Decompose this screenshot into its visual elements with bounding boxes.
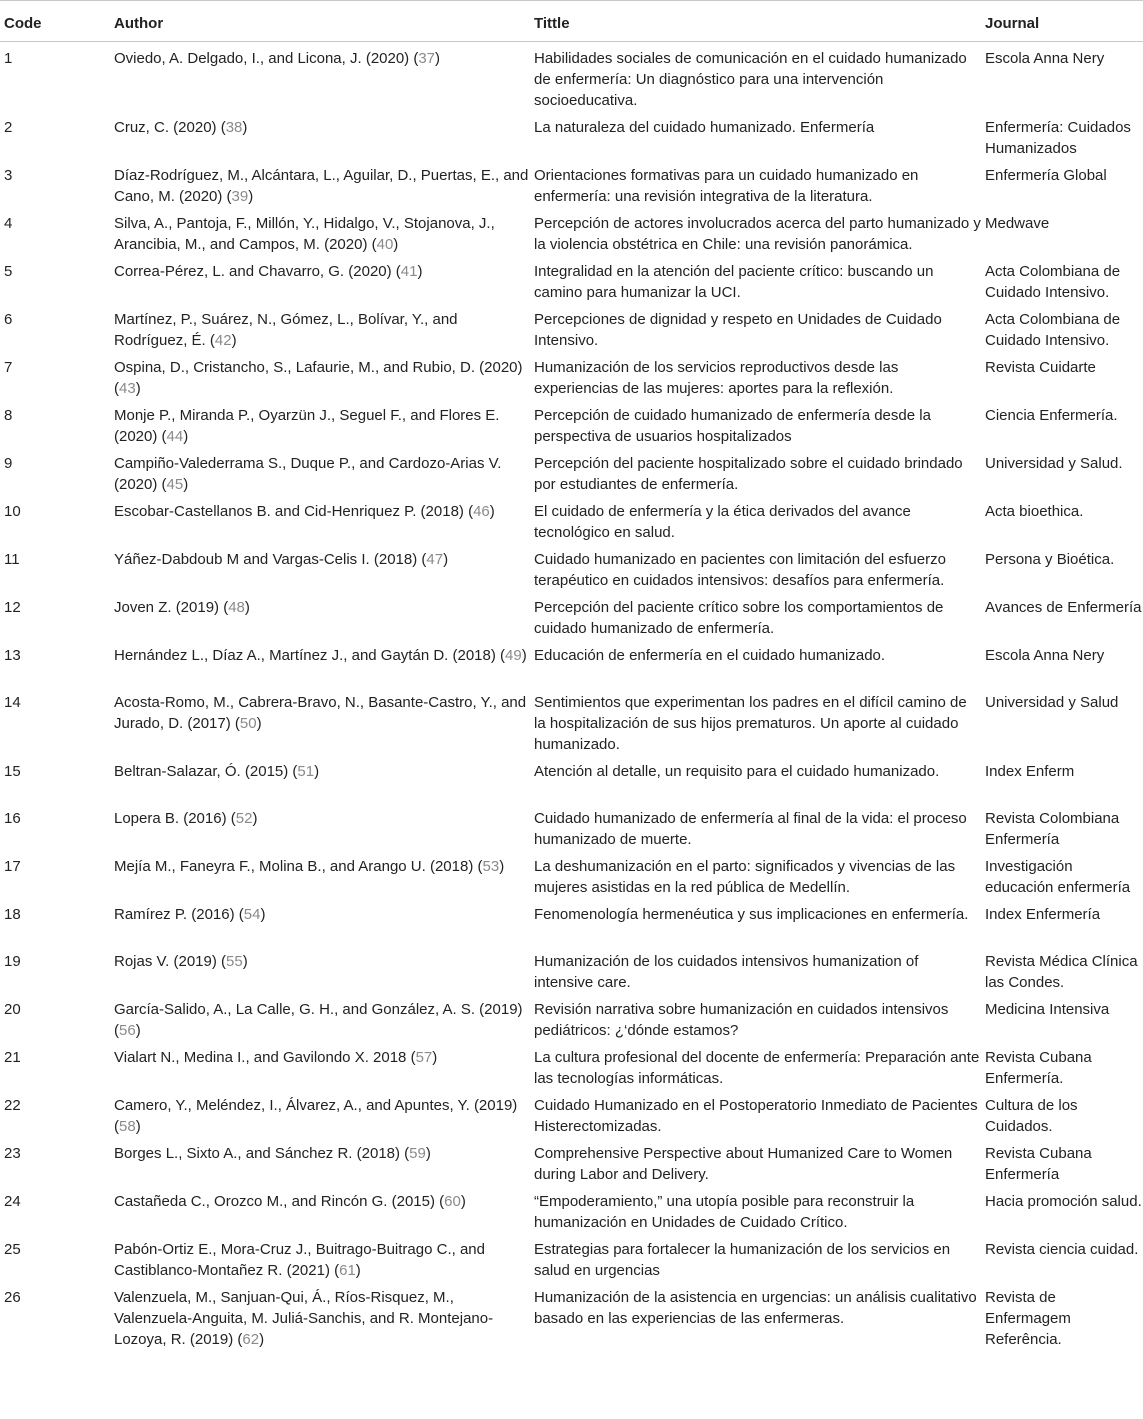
author-text-end: ) (259, 1331, 265, 1348)
author-text-end: ) (252, 810, 258, 827)
author-text: Hernández L., Díaz A., Martínez J., and Gaytán D. (2018) ( (114, 647, 506, 664)
author-text: Correa-Pérez, L. and Chavarro, G. (2020) ( (114, 263, 401, 280)
author-text-end: ) (183, 476, 189, 493)
cell-author (110, 850, 530, 898)
table-row (0, 1185, 1143, 1233)
reference-link[interactable]: 37 (418, 50, 436, 67)
cell-code: 9 (4, 455, 13, 472)
cell-title: Orientaciones formativas para un cuidado humanizado en enfermería: una revisión integrativa de la literatura. (534, 167, 919, 205)
author-text-end: ) (248, 188, 254, 205)
author-text-end: ) (489, 503, 495, 520)
reference-link[interactable]: 57 (415, 1049, 433, 1066)
cell-author (110, 42, 530, 112)
cell-author (110, 495, 530, 543)
cell-title: Percepción del paciente hospitalizado sobre el cuidado brindado por estudiantes de enfermería. (534, 455, 963, 493)
cell-title: La naturaleza del cuidado humanizado. Enfermería (534, 119, 875, 136)
cell-title: Cuidado Humanizado en el Postoperatorio Inmediato de Pacientes Histerectomizadas. (534, 1097, 978, 1135)
author-text-end: ) (135, 380, 141, 397)
author-text: Pabón-Ortiz E., Mora-Cruz J., Buitrago-Buitrago C., and Castiblanco-Montañez R. (2021) ( (114, 1241, 485, 1279)
reference-link[interactable]: 54 (243, 906, 261, 923)
author-text: Acosta-Romo, M., Cabrera-Bravo, N., Basante-Castro, Y., and Jurado, D. (2017) ( (114, 694, 527, 732)
author-text: Beltran-Salazar, Ó. (2015) ( (114, 763, 298, 780)
cell-journal: Revista ciencia cuidad. (985, 1241, 1139, 1258)
table-row (0, 255, 1143, 303)
author-text-end: ) (231, 332, 237, 349)
cell-author (110, 207, 530, 255)
cell-journal: Persona y Bioética. (985, 551, 1115, 568)
reference-link[interactable]: 41 (400, 263, 418, 280)
reference-link[interactable]: 56 (119, 1022, 136, 1039)
author-text: Ospina, D., Cristancho, S., Lafaurie, M., and Rubio, D. (2020) ( (114, 359, 523, 397)
cell-author (110, 802, 530, 850)
cell-author (110, 543, 530, 591)
cell-code: 1 (4, 50, 13, 67)
reference-link[interactable]: 49 (505, 647, 522, 664)
author-text-end: ) (417, 263, 423, 280)
reference-link[interactable]: 44 (166, 428, 184, 445)
cell-journal: Enfermería Global (985, 167, 1107, 184)
author-text: Campiño-Valederrama S., Duque P., and Cardozo-Arias V. (2020) ( (114, 455, 502, 493)
cell-code: 2 (4, 119, 13, 136)
cell-journal: Hacia promoción salud. (985, 1193, 1142, 1210)
cell-journal: Cultura de los Cuidados. (985, 1097, 1078, 1135)
cell-journal: Acta bioethica. (985, 503, 1084, 520)
table-row (0, 207, 1143, 255)
cell-code: 17 (4, 858, 21, 875)
cell-author (110, 1041, 530, 1089)
reference-link[interactable]: 50 (239, 715, 257, 732)
cell-title: Atención al detalle, un requisito para el cuidado humanizado. (534, 763, 940, 780)
cell-title: Fenomenología hermenéutica y sus implicaciones en enfermería. (534, 906, 969, 923)
cell-title: Sentimientos que experimentan los padres en el difícil camino de la hospitalización de sus hijos prematuros. Un aporte al cuidado humanizado. (534, 694, 967, 753)
author-text: Vialart N., Medina I., and Gavilondo X. 2018 ( (114, 1049, 416, 1066)
cell-journal: Acta Colombiana de Cuidado Intensivo. (985, 263, 1121, 301)
cell-journal: Ciencia Enfermería. (985, 407, 1118, 424)
reference-link[interactable]: 59 (409, 1145, 426, 1162)
cell-code: 25 (4, 1241, 21, 1258)
cell-title: Percepción de actores involucrados acerca del parto humanizado y la violencia obstétrica en Chile: una revisión panorámica. (534, 215, 981, 253)
cell-code: 18 (4, 906, 21, 923)
cell-author (110, 686, 530, 755)
cell-author (110, 755, 530, 802)
author-text-end: ) (135, 1118, 141, 1135)
cell-author (110, 945, 530, 993)
cell-code: 12 (4, 599, 21, 616)
cell-journal: Index Enferm (985, 763, 1075, 780)
cell-code: 13 (4, 647, 21, 664)
reference-link[interactable]: 42 (214, 332, 232, 349)
cell-author (110, 159, 530, 207)
table-row (0, 159, 1143, 207)
table-row (0, 111, 1143, 159)
author-text: García-Salido, A., La Calle, G. H., and González, A. S. (2019) ( (114, 1001, 523, 1039)
table-row (0, 1041, 1143, 1089)
cell-author (110, 1185, 530, 1233)
cell-author (110, 1137, 530, 1185)
cell-code: 4 (4, 215, 13, 232)
table-row (0, 447, 1143, 495)
cell-author (110, 351, 530, 399)
author-text: Mejía M., Faneyra F., Molina B., and Arango U. (2018) ( (114, 858, 483, 875)
cell-journal: Universidad y Salud. (985, 455, 1123, 472)
cell-journal: Index Enfermería (985, 906, 1101, 923)
cell-journal: Escola Anna Nery (985, 647, 1105, 664)
table-row (0, 303, 1143, 351)
table-row (0, 543, 1143, 591)
cell-code: 15 (4, 763, 21, 780)
table-row (0, 495, 1143, 543)
cell-title: Educación de enfermería en el cuidado humanizado. (534, 647, 886, 664)
author-text: Joven Z. (2019) ( (114, 599, 229, 616)
author-text-end: ) (432, 1049, 438, 1066)
author-text: Monje P., Miranda P., Oyarzün J., Seguel F., and Flores E. (2020) ( (114, 407, 500, 445)
table-row (0, 1233, 1143, 1281)
table-row (0, 42, 1143, 112)
cell-title: Humanización de los cuidados intensivos humanization of intensive care. (534, 953, 919, 991)
cell-title: Humanización de la asistencia en urgencias: un análisis cualitativo basado en las experiencias de las enfermeras. (534, 1289, 977, 1327)
author-text-end: ) (499, 858, 505, 875)
author-text-end: ) (242, 119, 248, 136)
cell-code: 23 (4, 1145, 21, 1162)
reference-link[interactable]: 55 (226, 953, 243, 970)
author-text: Borges L., Sixto A., and Sánchez R. (2018) ( (114, 1145, 410, 1162)
cell-author (110, 993, 530, 1041)
author-text: Oviedo, A. Delgado, I., and Licona, J. (2020) ( (114, 50, 419, 67)
author-text: Silva, A., Pantoja, F., Millón, Y., Hidalgo, V., Stojanova, J., Arancibia, M., and Campos, M. (2020) ( (114, 215, 495, 253)
table-row (0, 802, 1143, 850)
table-row (0, 1089, 1143, 1137)
cell-author (110, 255, 530, 303)
cell-journal: Revista Cubana Enfermería (985, 1145, 1092, 1183)
author-text: Ramírez P. (2016) ( (114, 906, 244, 923)
author-text-end: ) (521, 647, 527, 664)
author-text-end: ) (425, 1145, 431, 1162)
author-text-end: ) (242, 953, 248, 970)
reference-link[interactable]: 45 (166, 476, 184, 493)
cell-journal: Revista Médica Clínica las Condes. (985, 953, 1138, 991)
table-row (0, 1281, 1143, 1350)
author-text: Castañeda C., Orozco M., and Rincón G. (2015) ( (114, 1193, 445, 1210)
cell-journal: Revista Cuidarte (985, 359, 1096, 376)
cell-journal: Enfermería: Cuidados Humanizados (985, 119, 1131, 157)
cell-code: 3 (4, 167, 13, 184)
table-row (0, 399, 1143, 447)
reference-link[interactable]: 61 (339, 1262, 356, 1279)
cell-author (110, 111, 530, 159)
table-body (0, 42, 1143, 1351)
cell-journal: Medwave (985, 215, 1050, 232)
cell-title: Revisión narrativa sobre humanización en cuidados intensivos pediátricos: ¿‘dónde estamos? (534, 1001, 949, 1039)
cell-author (110, 898, 530, 945)
author-text: Martínez, P., Suárez, N., Gómez, L., Bolívar, Y., and Rodríguez, É. ( (114, 311, 458, 349)
reference-link[interactable]: 48 (228, 599, 245, 616)
cell-title: La cultura profesional del docente de enfermería: Preparación ante las tecnologías informáticas. (534, 1049, 980, 1087)
cell-title: “Empoderamiento,” una utopía posible para reconstruir la humanización en Unidades de Cuidado Crítico. (534, 1193, 915, 1231)
reference-link[interactable]: 53 (482, 858, 500, 875)
cell-journal: Investigación educación enfermería (985, 858, 1131, 896)
table-row (0, 1137, 1143, 1185)
cell-code: 21 (4, 1049, 21, 1066)
header-code: Code (0, 1, 110, 42)
author-text-end: ) (256, 715, 262, 732)
reference-link[interactable]: 43 (119, 380, 136, 397)
cell-title: Percepciones de dignidad y respeto en Unidades de Cuidado Intensivo. (534, 311, 942, 349)
author-text-end: ) (435, 50, 441, 67)
cell-author (110, 1089, 530, 1137)
table-row (0, 591, 1143, 639)
header-row (0, 1, 1143, 42)
cell-journal: Avances de Enfermería (985, 599, 1142, 616)
author-text: Rojas V. (2019) ( (114, 953, 227, 970)
cell-journal: Medicina Intensiva (985, 1001, 1110, 1018)
cell-title: Humanización de los servicios reproductivos desde las experiencias de las mujeres: aportes para la reflexión. (534, 359, 899, 397)
cell-author (110, 1281, 530, 1350)
cell-code: 10 (4, 503, 21, 520)
table-row (0, 993, 1143, 1041)
reference-link[interactable]: 47 (426, 551, 444, 568)
author-text: Camero, Y., Meléndez, I., Álvarez, A., and Apuntes, Y. (2019) ( (114, 1097, 518, 1135)
cell-journal: Escola Anna Nery (985, 50, 1105, 67)
author-text: Escobar-Castellanos B. and Cid-Henriquez P. (2018) ( (114, 503, 474, 520)
cell-title: Cuidado humanizado de enfermería al final de la vida: el proceso humanizado de muerte. (534, 810, 967, 848)
cell-code: 24 (4, 1193, 21, 1210)
cell-title: Percepción del paciente crítico sobre los comportamientos de cuidado humanizado de enfermería. (534, 599, 944, 637)
cell-title: Habilidades sociales de comunicación en el cuidado humanizado de enfermería: Un diagnóstico para una intervención socioeducativa. (534, 50, 967, 109)
cell-author (110, 447, 530, 495)
cell-title: Integralidad en la atención del paciente crítico: buscando un camino para humanizar la UCI. (534, 263, 934, 301)
cell-journal: Revista de Enfermagem Referência. (985, 1289, 1071, 1348)
cell-code: 14 (4, 694, 21, 711)
header-title: Tittle (530, 1, 981, 42)
reference-link[interactable]: 52 (235, 810, 253, 827)
cell-code: 8 (4, 407, 13, 424)
reference-link[interactable]: 62 (242, 1331, 260, 1348)
table-row (0, 755, 1143, 802)
cell-title: Percepción de cuidado humanizado de enfermería desde la perspectiva de usuarios hospitalizados (534, 407, 931, 445)
cell-author (110, 1233, 530, 1281)
author-text: Lopera B. (2016) ( (114, 810, 236, 827)
cell-author (110, 591, 530, 639)
cell-code: 26 (4, 1289, 21, 1306)
cell-title: La deshumanización en el parto: significados y vivencias de las mujeres asistidas en la red pública de Medellín. (534, 858, 956, 896)
reference-link[interactable]: 58 (119, 1118, 136, 1135)
author-text-end: ) (393, 236, 399, 253)
author-text: Valenzuela, M., Sanjuan-Qui, Á., Ríos-Risquez, M., Valenzuela-Anguita, M. Juliá-Sanchis, and R. Montejano-Lozoya, R. (2019) ( (114, 1289, 494, 1348)
cell-code: 20 (4, 1001, 21, 1018)
table-row (0, 850, 1143, 898)
cell-title: El cuidado de enfermería y la ética derivados del avance tecnológico en salud. (534, 503, 911, 541)
table-row (0, 639, 1143, 686)
cell-title: Cuidado humanizado en pacientes con limitación del esfuerzo terapéutico en cuidados intensivos: desafíos para enfermería. (534, 551, 946, 589)
author-text-end: ) (244, 599, 250, 616)
cell-author (110, 399, 530, 447)
reference-link[interactable]: 39 (231, 188, 249, 205)
cell-code: 19 (4, 953, 21, 970)
reference-link[interactable]: 40 (376, 236, 394, 253)
header-journal: Journal (981, 1, 1143, 42)
table-row (0, 686, 1143, 755)
cell-author (110, 303, 530, 351)
cell-code: 5 (4, 263, 13, 280)
cell-journal: Revista Colombiana Enfermería (985, 810, 1120, 848)
reference-link[interactable]: 46 (473, 503, 490, 520)
table-row (0, 898, 1143, 945)
table-header (0, 1, 1143, 42)
cell-code: 22 (4, 1097, 21, 1114)
author-text: Cruz, C. (2020) ( (114, 119, 226, 136)
cell-title: Estrategias para fortalecer la humanización de los servicios en salud en urgencias (534, 1241, 951, 1279)
cell-code: 7 (4, 359, 13, 376)
reference-link[interactable]: 51 (297, 763, 315, 780)
author-text-end: ) (460, 1193, 466, 1210)
cell-code: 6 (4, 311, 13, 328)
table-row (0, 945, 1143, 993)
author-text-end: ) (135, 1022, 141, 1039)
author-text-end: ) (443, 551, 449, 568)
cell-author (110, 639, 530, 686)
cell-code: 11 (4, 551, 20, 568)
cell-journal: Acta Colombiana de Cuidado Intensivo. (985, 311, 1121, 349)
author-text: Yáñez-Dabdoub M and Vargas-Celis I. (2018) ( (114, 551, 427, 568)
cell-journal: Universidad y Salud (985, 694, 1119, 711)
reference-link[interactable]: 60 (444, 1193, 461, 1210)
author-text-end: ) (260, 906, 266, 923)
cell-journal: Revista Cubana Enfermería. (985, 1049, 1092, 1087)
header-author: Author (110, 1, 530, 42)
cell-code: 16 (4, 810, 21, 827)
author-text-end: ) (314, 763, 320, 780)
author-text-end: ) (183, 428, 189, 445)
reference-link[interactable]: 38 (225, 119, 243, 136)
cell-title: Comprehensive Perspective about Humanized Care to Women during Labor and Delivery. (534, 1145, 953, 1183)
author-text: Díaz-Rodríguez, M., Alcántara, L., Aguilar, D., Puertas, E., and Cano, M. (2020) ( (114, 167, 529, 205)
table-row (0, 351, 1143, 399)
author-text-end: ) (355, 1262, 361, 1279)
